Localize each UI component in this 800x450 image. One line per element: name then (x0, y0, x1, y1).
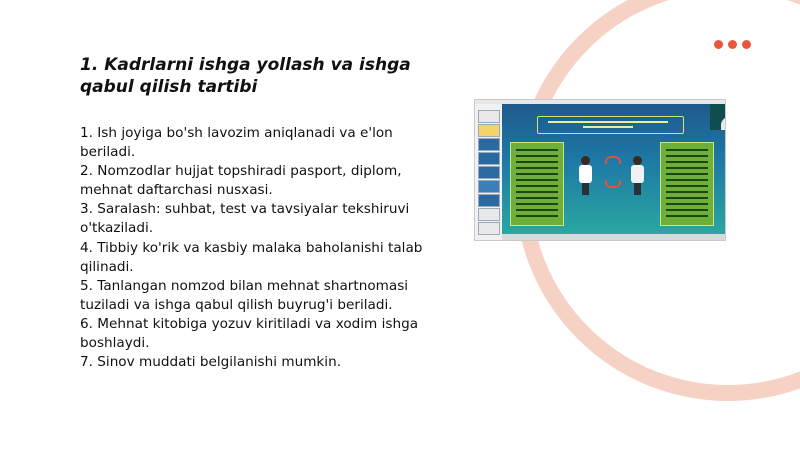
presenter-video-icon (710, 104, 725, 130)
slide-thumbnail (478, 124, 500, 137)
list-item: 2. Nomzodlar hujjat topshiradi pasport, diplom, mehnat daftarchasi nusxasi. (80, 163, 402, 199)
decorative-dots (714, 40, 751, 49)
list-item: 1. Ish joyiga bo'sh lavozim aniqlanadi va e'lon beriladi. (80, 125, 393, 161)
exchange-arrow-icon (605, 156, 621, 164)
dot-icon (714, 40, 723, 49)
slide-thumbnail (478, 208, 500, 221)
exchange-arrow-icon (605, 180, 621, 188)
slide-title-box (537, 116, 684, 134)
dot-icon (742, 40, 751, 49)
steps-list (80, 124, 425, 372)
slide-thumbnail (478, 138, 500, 151)
dot-icon (728, 40, 737, 49)
slide-canvas (502, 104, 725, 234)
slide-thumbnail (478, 110, 500, 123)
list-item: 5. Tanlangan nomzod bilan mehnat shartnomasi tuziladi va ishga qabul qilish buyrug'i beriladi. (80, 277, 409, 313)
person-left-icon (578, 156, 594, 196)
list-item: 6. Mehnat kitobiga yozuv kiritiladi va xodim ishga boshlaydi. (80, 315, 419, 352)
slide-thumbnail (478, 194, 500, 207)
text-card-left (510, 142, 564, 226)
presentation-screenshot (475, 100, 725, 240)
list-item: 4. Tibbiy ko'rik va kasbiy malaka baholanishi talab qilinadi. (80, 239, 423, 275)
slide-thumbnails-panel (475, 104, 503, 240)
slide-thumbnail (478, 222, 500, 235)
slide-thumbnail (478, 152, 500, 165)
text-card-right (660, 142, 714, 226)
window-status-bar (502, 234, 725, 240)
slide-thumbnail (478, 180, 500, 193)
slide-title: 1. Kadrlarni ishga yollash va ishga qabul qilish tartibi (80, 55, 411, 97)
list-item: 3. Saralash: suhbat, test va tavsiyalar tekshiruvi o'tkaziladi. (80, 201, 410, 237)
list-item: 7. Sinov muddati belgilanishi mumkin. (80, 354, 342, 371)
person-right-icon (630, 156, 646, 196)
slide-thumbnail (478, 166, 500, 179)
